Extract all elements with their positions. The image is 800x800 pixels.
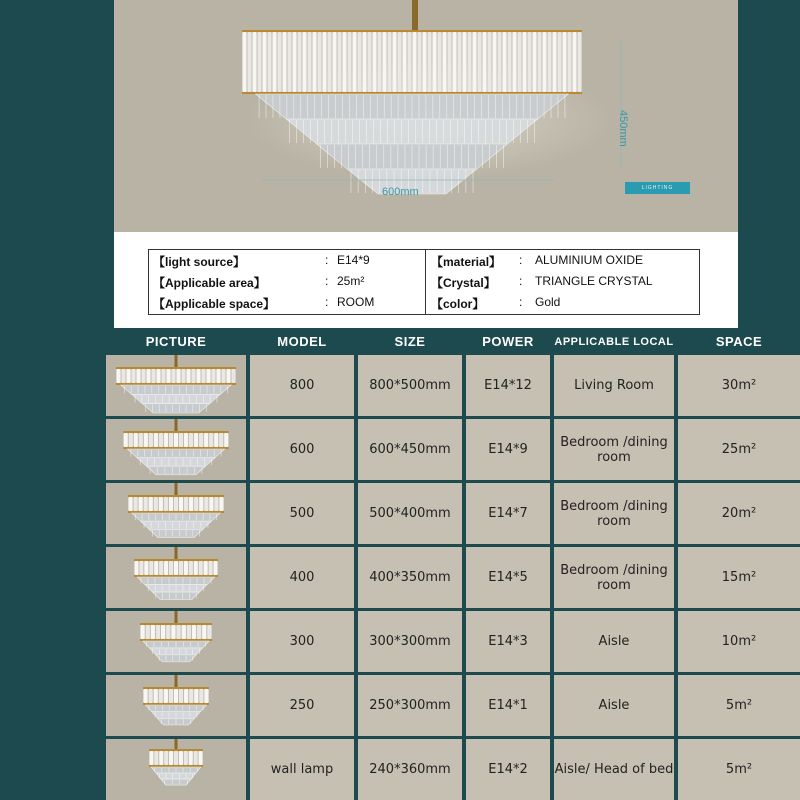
space-cell: 10m² [678,611,800,672]
local-cell: Bedroom /dining room [554,547,674,608]
spec-value: E14*9 [337,253,370,267]
spec-value: ROOM [337,295,375,309]
power-cell: E14*5 [466,547,550,608]
spec-value: TRIANGLE CRYSTAL [535,274,653,288]
spec-colon: : [325,274,329,288]
header-power: POWER [466,328,550,355]
brand-badge: LIGHTING [625,182,690,194]
spec-row [149,271,699,292]
header-picture: PICTURE [106,328,246,355]
models-table [106,328,800,800]
model-cell: 800 [250,355,354,416]
chandelier-thumbnail [106,547,246,608]
picture-cell [106,355,246,416]
size-cell: 800*500mm [358,355,462,416]
space-cell: 30m² [678,355,800,416]
spec-colon: : [519,253,523,267]
spec-row [149,250,699,271]
chandelier-thumbnail [106,419,246,480]
space-cell: 5m² [678,739,800,800]
product-hero-image [114,0,738,232]
specification-table [148,249,700,315]
model-cell: 400 [250,547,354,608]
model-cell: 600 [250,419,354,480]
power-cell: E14*2 [466,739,550,800]
spec-key: 【Applicable space】 [153,297,276,311]
spec-colon: : [519,295,523,309]
spec-key: 【material】 [431,255,502,269]
chandelier-chain [412,0,418,30]
space-cell: 15m² [678,547,800,608]
picture-cell [106,611,246,672]
spec-colon: : [519,274,523,288]
chandelier-thumbnail [106,611,246,672]
chandelier-thumbnail [106,355,246,416]
space-cell: 20m² [678,483,800,544]
spec-key: 【light source】 [153,255,246,269]
size-cell: 240*360mm [358,739,462,800]
picture-cell [106,739,246,800]
header-space: SPACE [678,328,800,355]
local-cell: Bedroom /dining room [554,483,674,544]
spec-key: 【Applicable area】 [153,276,266,290]
header-applicable-local: APPLICABLE LOCAL [554,328,674,355]
local-cell: Aisle [554,675,674,736]
spec-key: 【Crystal】 [431,276,496,290]
spec-colon: : [325,253,329,267]
local-cell: Living Room [554,355,674,416]
picture-cell [106,547,246,608]
header-size: SIZE [358,328,462,355]
chandelier-body [242,30,582,194]
size-cell: 400*350mm [358,547,462,608]
chandelier-illustration [114,0,738,232]
model-cell: wall lamp [250,739,354,800]
spec-value: Gold [535,295,561,309]
chandelier-thumbnail [106,483,246,544]
spec-row [149,292,699,313]
chandelier-thumbnail [106,739,246,800]
size-cell: 500*400mm [358,483,462,544]
size-cell: 300*300mm [358,611,462,672]
chandelier-thumbnail [106,675,246,736]
spec-colon: : [325,295,329,309]
model-cell: 500 [250,483,354,544]
power-cell: E14*3 [466,611,550,672]
specification-panel [114,232,738,328]
power-cell: E14*7 [466,483,550,544]
power-cell: E14*9 [466,419,550,480]
height-dimension-label: 450mm [617,110,629,147]
spec-key: 【color】 [431,297,485,311]
width-dimension-label: 600mm [382,186,419,198]
header-model: MODEL [250,328,354,355]
power-cell: E14*12 [466,355,550,416]
space-cell: 25m² [678,419,800,480]
local-cell: Aisle/ Head of bed [554,739,674,800]
size-cell: 600*450mm [358,419,462,480]
model-cell: 250 [250,675,354,736]
spec-value: 25m² [337,274,365,288]
power-cell: E14*1 [466,675,550,736]
picture-cell [106,675,246,736]
space-cell: 5m² [678,675,800,736]
model-cell: 300 [250,611,354,672]
spec-value: ALUMINIUM OXIDE [535,253,644,267]
local-cell: Bedroom /dining room [554,419,674,480]
local-cell: Aisle [554,611,674,672]
picture-cell [106,483,246,544]
size-cell: 250*300mm [358,675,462,736]
picture-cell [106,419,246,480]
